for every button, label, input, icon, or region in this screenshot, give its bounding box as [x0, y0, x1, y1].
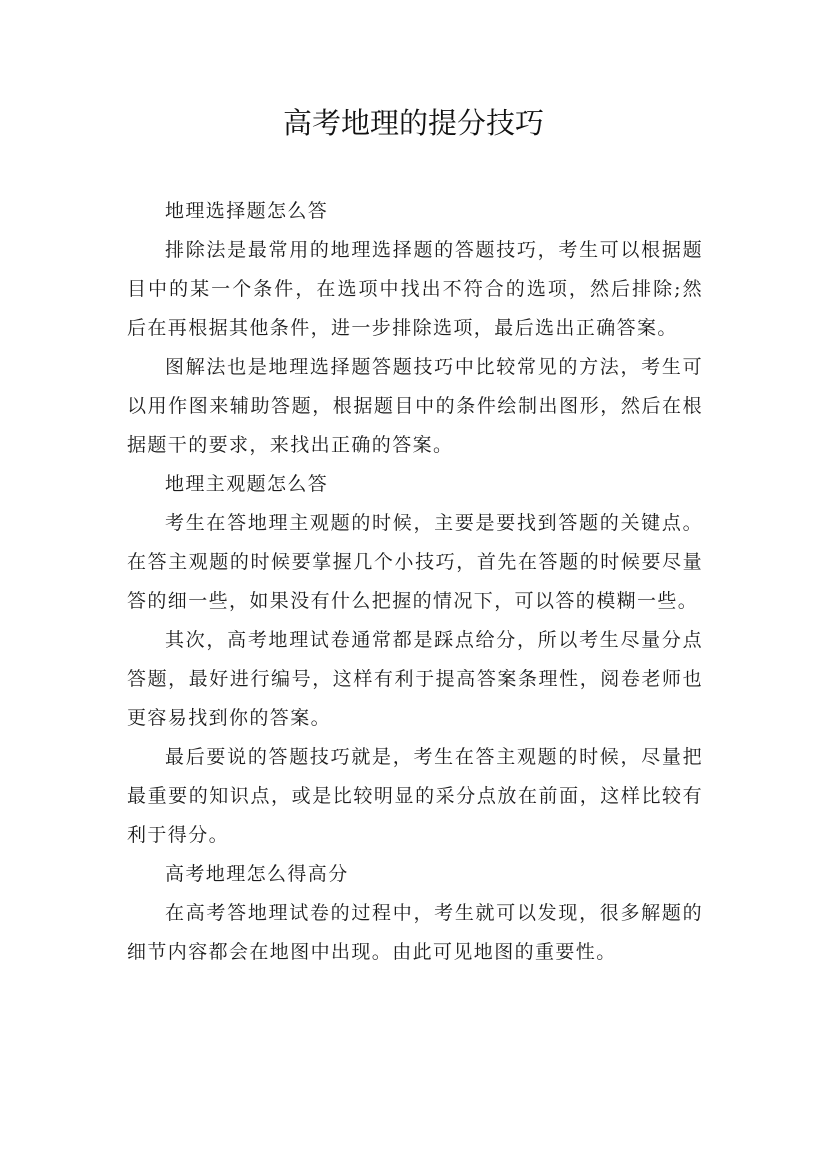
document-title: 高考地理的提分技巧: [282, 106, 544, 140]
section-heading-choice-questions: 地理选择题怎么答: [165, 200, 329, 222]
document-body: [127, 192, 703, 972]
paragraph-diagram-method: 图解法也是地理选择题答题技巧中比较常见的方法，考生可以用作图来辅助答题，根据题目中的条件绘制出图形，然后在根据题干的要求，来找出正确的答案。: [127, 356, 703, 456]
section-heading-subjective-questions: 地理主观题怎么答: [165, 473, 329, 495]
section-heading-high-score: 高考地理怎么得高分: [165, 863, 349, 885]
paragraph-key-points: 考生在答地理主观题的时候，主要是要找到答题的关键点。在答主观题的时候要掌握几个小技巧，首先在答题的时候要尽量答的细一些，如果没有什么把握的情况下，可以答的模糊一些。: [127, 512, 703, 612]
paragraph-ordering-points: 最后要说的答题技巧就是，考生在答主观题的时候，尽量把最重要的知识点，或是比较明显的采分点放在前面，这样比较有利于得分。: [127, 746, 703, 846]
paragraph-point-scoring: 其次，高考地理试卷通常都是踩点给分，所以考生尽量分点答题，最好进行编号，这样有利于提高答案条理性，阅卷老师也更容易找到你的答案。: [127, 629, 703, 729]
paragraph-elimination-method: 排除法是最常用的地理选择题的答题技巧，考生可以根据题目中的某一个条件，在选项中找出不符合的选项，然后排除;然后在再根据其他条件，进一步排除选项，最后选出正确答案。: [127, 239, 703, 339]
paragraph-map-importance: 在高考答地理试卷的过程中，考生就可以发现，很多解题的细节内容都会在地图中出现。由此可见地图的重要性。: [127, 902, 703, 963]
